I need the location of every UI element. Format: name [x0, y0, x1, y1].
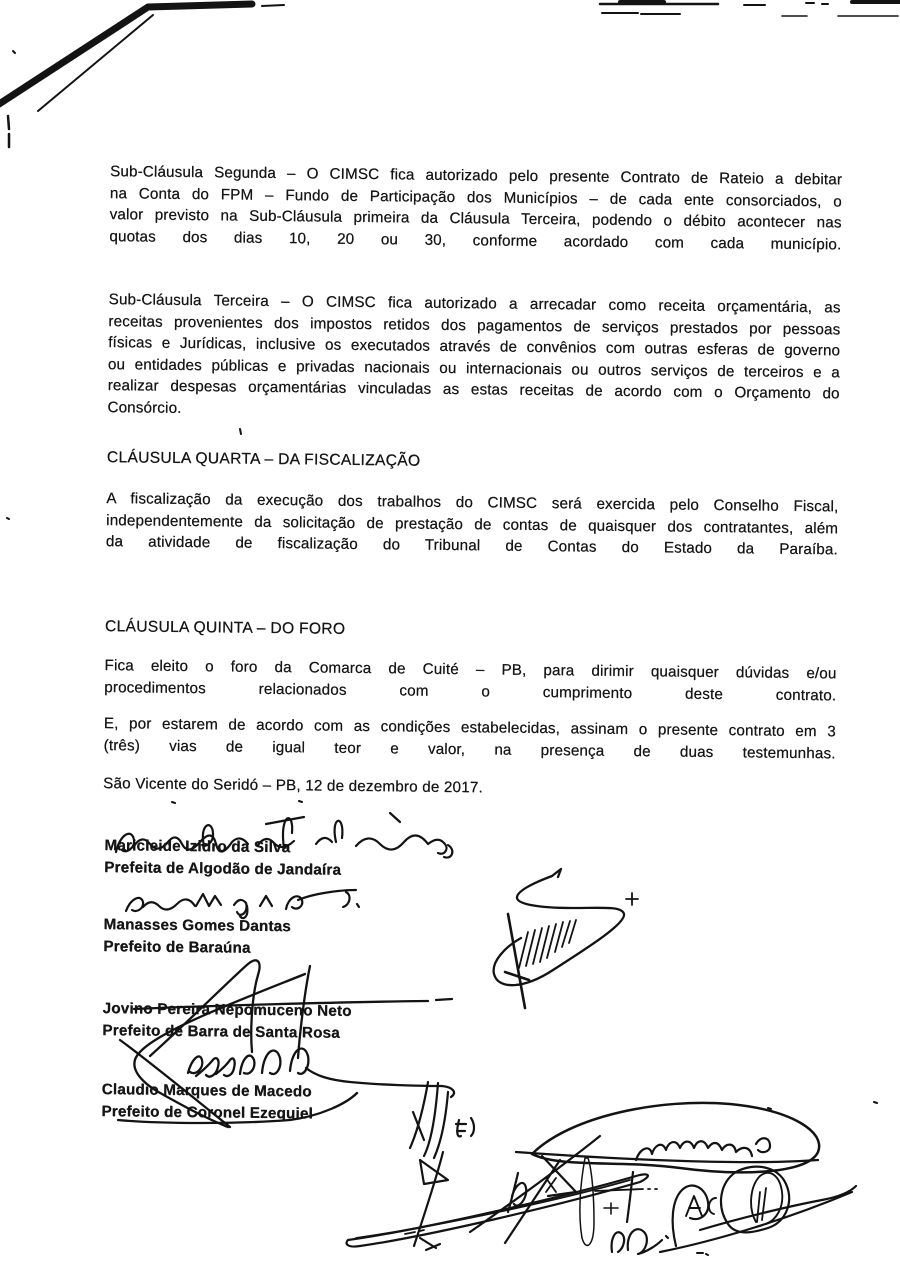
heading-clausula-quarta: CLÁUSULA QUARTA – DA FISCALIZAÇÃO [106, 448, 421, 470]
signatory-name: Manasses Gomes Dantas [103, 915, 291, 936]
signatory-name: Maricleide Izidro da Silva [104, 836, 291, 857]
paragraph-fiscalizacao: A fiscalização da execução dos trabalhos do CIMSC será exercida pelo Conselho Fiscal, independentemente da solicitação de prestação de contas de quaisquer dos contratantes, além da atividade de fiscalização do Tribunal de Contas do Estado da Paraíba. [105, 489, 839, 559]
signatory-name: Jovino Pereira Nepomuceno Neto [102, 999, 352, 1020]
signatory-block-manasses [103, 914, 603, 964]
paragraph-foro: Fica eleito o foro da Comarca de Cuité – PB, para dirimir quaisquer dúvidas e/ou procedimentos relacionados com o cumprimento deste contrato. [104, 656, 837, 704]
signatory-block-claudio [101, 1079, 601, 1129]
signatory-title: Prefeito de Baraúna [103, 937, 251, 957]
paragraph-sub-clausula-segunda: Sub-Cláusula Segunda – O CIMSC fica autorizado pelo presente Contrato de Rateio a debitar na Conta do FPM – Fundo de Participação dos Municípios – de cada ente consorciados, o valor previsto na Sub-Cláusula primeira da Cláusula Terceira, podendo o débito acontecer nas quotas dos dias 10, 20 ou 30, conforme acordado com cada município. [109, 162, 843, 254]
dateline: São Vicente do Seridó – PB, 12 de dezembro de 2017. [103, 774, 483, 797]
paragraph-sub-clausula-terceira: Sub-Cláusula Terceira – O CIMSC fica autorizado a arrecadar como receita orçamentária, as receitas provenientes dos impostos retidos dos pagamentos de serviços prestados por pessoas físicas e Jurídicas, inclusive os executados através de convênios com outras esferas de governo ou entidades públicas e privadas nacionais ou internacionais ou outros serviços de terceiros e a realizar despesas orçamentárias vinculadas as estas receitas de acordo com o Orçamento do Consórcio. [107, 290, 841, 417]
contract-text-block [98, 0, 848, 1272]
signatory-block-jovino [102, 998, 602, 1048]
signatory-title: Prefeita de Algodão de Jandaíra [104, 858, 342, 879]
signatory-name: Claudio Marques de Macedo [101, 1080, 312, 1101]
signatory-title: Prefeito de Coronel Ezequiel [101, 1102, 313, 1123]
signatory-block-maricleide [104, 835, 604, 885]
signatory-title: Prefeito de Barra de Santa Rosa [102, 1021, 340, 1042]
heading-clausula-quinta: CLÁUSULA QUINTA – DO FORO [104, 617, 346, 638]
paragraph-closing: E, por estarem de acordo com as condições estabelecidas, assinam o presente contrato em 3 (três) vias de igual teor e valor, na presença de duas testemunhas. [103, 714, 836, 762]
